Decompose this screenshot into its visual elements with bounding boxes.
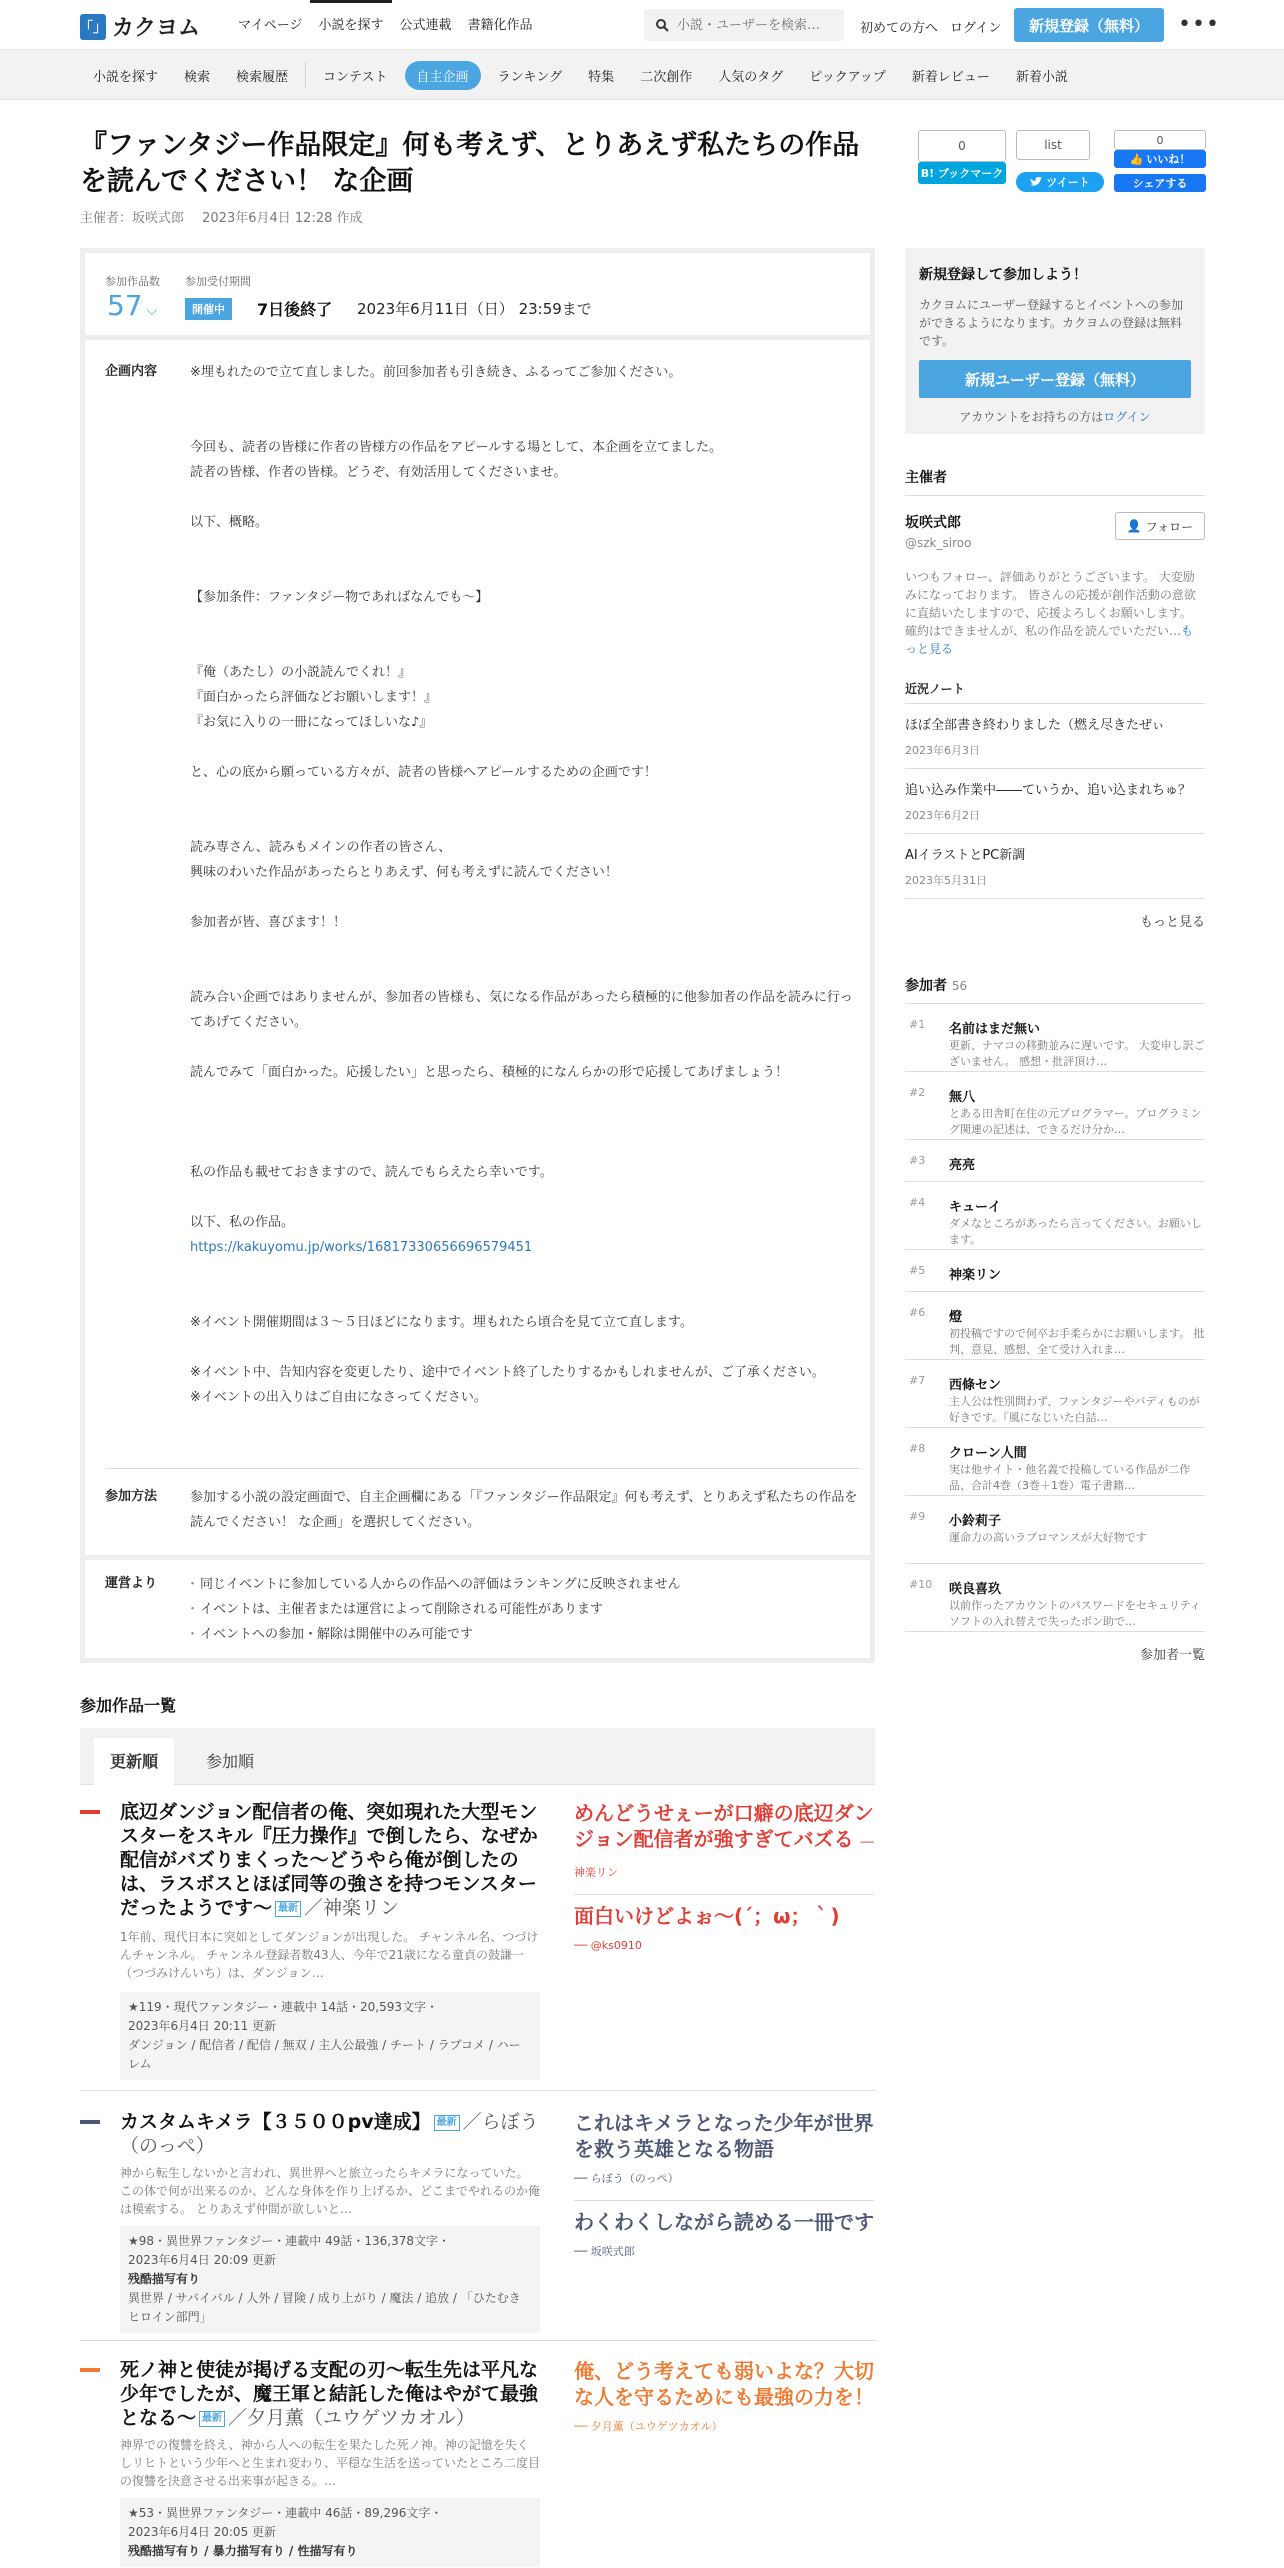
content-line: 参加者が皆、喜びます！！: [190, 915, 347, 930]
member-rank: #4: [909, 1196, 926, 1209]
content-line: 読者の皆様、作者の皆様。どうぞ、有効活用してくださいませ。: [190, 465, 567, 480]
catchphrase: めんどうせぇーが口癖の底辺ダンジョン配信者が強すぎてバズる: [574, 1801, 874, 1851]
first-time-link[interactable]: 初めての方へ: [860, 21, 939, 36]
works-heading: 参加作品一覧: [80, 1696, 177, 1715]
content-line: ※イベントの出入りはご自由になさってください。: [190, 1390, 487, 1405]
share-buttons: [918, 130, 1208, 190]
join-box: [905, 248, 1205, 434]
method-label: 参加方法: [105, 1489, 158, 1504]
note-title: ほぼ全部書き終わりました（燃え尽きたぜぃ: [905, 718, 1165, 733]
like-label: いいね！: [1146, 153, 1191, 166]
join-title: 新規登録して参加しよう！: [919, 267, 1087, 283]
search-box[interactable]: [644, 9, 844, 41]
search-input[interactable]: [677, 18, 837, 33]
catch-author: ── 夕月薫（ユウゲツカオル）: [574, 2420, 723, 2433]
work-desc: 神界での復讐を終え、神から人への転生を果たした死ノ神。神の記憶を失くしリヒトという少年へと生まれ変わり、平穏な生活を送っていたところ二度目の復讐を決意させる出来事が起きる。…: [120, 2438, 541, 2488]
member-name[interactable]: 小鈴莉子: [949, 1514, 1002, 1529]
note-item[interactable]: [905, 834, 1205, 899]
work-item: [80, 1800, 875, 2090]
note-title: 追い込み作業中――ていうか、追い込まれちゅ？: [905, 783, 1192, 798]
work-desc: 1年前、現代日本に突如としてダンジョンが出現した。 チャンネル名、つづけんチャンネル。 チャンネル登録者数43人、今年で21歳になる童貞の鼓謙一（つづみけんいち）は、ダンジョン…: [120, 1930, 539, 1980]
member-item[interactable]: [905, 1004, 1205, 1072]
member-bio: 初投稿ですので何卒お手柔らかにお願いします。 批判、意見、感想、全て受け入れま…: [949, 1327, 1205, 1356]
content-line: 今回も、読者の皆様に作者の皆様方の作品をアピールする場として、本企画を立てました。: [190, 440, 722, 455]
content-line: [190, 1260, 860, 1285]
work-tags: ダンジョン / 配信者 / 配信 / 無双 / 主人公最強 / チート / ラブコメ / ハーレム: [128, 2038, 521, 2071]
member-rank: #8: [909, 1442, 926, 1455]
member-name[interactable]: キューイ: [949, 1200, 1002, 1215]
content-line: 『お気に入りの一冊になってほしいな♪』: [190, 715, 433, 730]
work-color-mark: [80, 2120, 100, 2124]
page-title: 『ファンタジー作品限定』何も考えず、とりあえず私たちの作品を読んでください！ な企画: [80, 130, 860, 198]
remaining-days: 7日後終了: [257, 300, 333, 319]
content-line: 以下、私の作品。: [190, 1215, 295, 1230]
member-rank: #9: [909, 1510, 926, 1523]
subnav-features[interactable]: 特集: [588, 69, 615, 85]
host-name[interactable]: 坂咲式郎: [905, 515, 961, 531]
member-name[interactable]: 西條セン: [949, 1378, 1002, 1393]
follow-label: フォロー: [1145, 519, 1194, 534]
method-text: 参加する小説の設定画面で、自主企画欄にある「『ファンタジー作品限定』何も考えず、とりあえず私たちの作品を読んでください！ な企画」を選択してください。: [190, 1490, 858, 1530]
like-count: 0: [1114, 130, 1206, 150]
login-link[interactable]: ログイン: [950, 21, 1002, 36]
work-title-text: 死ノ神と使徒が掲げる支配の刃〜転生先は平凡な少年でしたが、魔王軍と結託した俺はやがて最強となる〜: [120, 2359, 539, 2429]
ops-note: ・ イベントへの参加・解除は開催中のみ可能です: [190, 1622, 860, 1647]
content-line: 『面白かったら評価などお願いします！』: [190, 690, 438, 705]
content-line: 読み専さん、読みもメインの作者の皆さん、: [190, 840, 452, 855]
members-heading: [905, 975, 1205, 1004]
subnav-ranking[interactable]: ランキング: [497, 69, 563, 85]
member-item[interactable]: [905, 1182, 1205, 1250]
global-header: [0, 0, 1284, 50]
content-line: [190, 785, 860, 810]
note-date: 2023年6月2日: [905, 809, 980, 822]
organizer[interactable]: 主催者：坂咲式郎: [80, 211, 185, 226]
nav-books[interactable]: 書籍化作品: [467, 18, 533, 33]
notes-heading: 近況ノート: [905, 680, 1205, 704]
hatena-bookmark-button[interactable]: B! ブックマーク: [918, 162, 1006, 184]
work-meta: [120, 2226, 540, 2333]
content-line: [190, 485, 860, 510]
work-warnings: 残酷描写有り: [128, 2272, 201, 2286]
site-logo[interactable]: [80, 11, 200, 42]
logo-mark: 「」: [80, 14, 106, 40]
signup-button[interactable]: 新規ユーザー登録（無料）: [919, 360, 1191, 398]
note-item[interactable]: [905, 704, 1205, 769]
member-rank: #1: [909, 1018, 926, 1031]
member-name[interactable]: 神楽リン: [949, 1268, 1002, 1283]
subnav-find[interactable]: 小説を探す: [93, 69, 159, 85]
entry-count-value: 57: [107, 289, 143, 322]
work-divider: [80, 2340, 875, 2341]
subnav-tags[interactable]: 人気のタグ: [718, 69, 784, 85]
work-desc: 神から転生しないかと言われ、異世界へと旅立ったらキメラになっていた。 この体で何が出来るのか、どんな身体を作り上げるか、どこまでやれるのか俺は模索する。 とりあえず仲間が欲しいと…: [120, 2166, 541, 2216]
member-name[interactable]: 亮亮: [949, 1158, 976, 1173]
twitter-icon: [1030, 177, 1042, 187]
nav-official[interactable]: 公式連載: [399, 18, 452, 33]
subnav-history[interactable]: 検索履歴: [236, 69, 289, 85]
catchphrase: 俺、どう考えても弱いよな？大切な人を守るためにも最強の力を！: [574, 2359, 874, 2409]
content-line: 以下、概略。: [190, 515, 269, 530]
work-meta: [120, 1992, 540, 2080]
catchphrase: これはキメラとなった少年が世界を救う英雄となる物語: [574, 2111, 874, 2161]
entry-count-label: 参加作品数: [105, 275, 160, 288]
work-author[interactable]: ／夕月薫（ユウゲツカオル）: [228, 2407, 475, 2429]
member-bio: とある田舎町在住の元プログラマー。プログラミング関連の記述は、できるだけ分か…: [949, 1107, 1202, 1136]
event-details: [80, 340, 875, 1660]
content-line: [190, 410, 860, 435]
work-color-mark: [80, 1810, 100, 1814]
member-list: [905, 1004, 1205, 1632]
content-line: 『俺（あたし）の小説読んでくれ！』: [190, 665, 412, 680]
member-name[interactable]: 燈: [949, 1310, 963, 1325]
event-meta: [80, 207, 363, 226]
content-line: 読んでみて「面白かった。応援したい」と思ったら、積極的になんらかの形で応援してあげましょう！: [190, 1065, 789, 1080]
subnav-new-novels[interactable]: 新着小説: [1015, 69, 1068, 85]
work-author[interactable]: ／神楽リン: [304, 1897, 400, 1919]
content-line: [190, 385, 860, 410]
work-tags: 異世界 / サバイバル / 人外 / 冒険 / 成り上がり / 魔法 / 追放 / 「ひたむきヒロイン部門」: [128, 2291, 521, 2324]
login-link-sidebar[interactable]: ログイン: [1103, 410, 1151, 424]
member-name[interactable]: 無八: [949, 1090, 976, 1105]
member-name[interactable]: 咲良喜玖: [949, 1582, 1002, 1597]
new-badge: 最新: [434, 2115, 460, 2131]
members-section: [905, 975, 1205, 1663]
member-bio: 運命力の高いラブロマンスが大好物です: [949, 1531, 1147, 1544]
content-line: [190, 635, 860, 660]
review-author: ── 坂咲式郎: [574, 2245, 635, 2258]
work-warnings: 残酷描写有り / 暴力描写有り / 性描写有り: [128, 2544, 358, 2558]
sub-nav: [0, 50, 1284, 100]
host-heading: 主催者: [905, 467, 1205, 496]
work-catch: [574, 2358, 874, 2440]
host-id: @szk_siroo: [905, 536, 972, 550]
subnav-search[interactable]: 検索: [184, 69, 211, 85]
content-link[interactable]: https://kakuyomu.jp/works/16817330656696579451: [190, 1240, 533, 1255]
work-title[interactable]: [120, 1800, 540, 1920]
member-rank: #5: [909, 1264, 926, 1277]
member-rank: #6: [909, 1306, 926, 1319]
review-title[interactable]: わくわくしながら読める一冊です: [574, 2210, 874, 2234]
entry-count[interactable]: [107, 289, 157, 322]
work-catch: [574, 2110, 874, 2265]
login-prompt: [919, 408, 1191, 425]
catch-author: ── らぼう（のっぺ）: [574, 2172, 679, 2185]
chevron-down-icon: ⌵: [146, 303, 158, 319]
member-bio: 更新、ナマコの移動並みに遅いです。 大変申し訳ございません。 感想・批評頂け…: [949, 1039, 1205, 1068]
content-line: 興味のわいた作品があったらとりあえず、何も考えずに読んでください！: [190, 865, 618, 880]
member-item[interactable]: [905, 1292, 1205, 1360]
ops-note: ・ イベントは、主催者または運営によって削除される可能性があります: [190, 1597, 860, 1622]
login-prompt-text: アカウントをお持ちの方は: [959, 410, 1104, 424]
subnav-divider: [305, 62, 306, 88]
add-user-icon: 👤: [1126, 519, 1142, 533]
section-divider: [105, 1468, 860, 1469]
deadline: 2023年6月11日（日） 23:59まで: [357, 300, 592, 318]
host-bio: [905, 568, 1205, 658]
work-item: [80, 2110, 875, 2340]
subnav-new-reviews[interactable]: 新着レビュー: [911, 69, 990, 85]
content-line: [190, 1185, 860, 1210]
member-bio: 実は他サイト・他名義で投稿している作品が二作品、合計4巻（3巻＋1巻）電子書籍…: [949, 1463, 1191, 1492]
content-line: [190, 560, 860, 585]
note-item[interactable]: [905, 769, 1205, 834]
member-item[interactable]: [905, 1072, 1205, 1140]
work-title-text: 底辺ダンジョン配信者の俺、突如現れた大型モンスターをスキル『圧力操作』で倒したら、なぜか配信がバズりまくった～どうやら俺が倒したのは、ラスボスとほぼ同等の強さを持つモンスターだったようです～: [120, 1801, 538, 1919]
period-label: 参加受付期間: [185, 275, 251, 288]
member-item[interactable]: [905, 1250, 1205, 1292]
bookmark-count: 0: [918, 130, 1006, 162]
tab-joined[interactable]: 参加順: [206, 1752, 255, 1771]
tab-updated[interactable]: 更新順: [94, 1738, 174, 1785]
event-summary: [80, 248, 875, 340]
list-button[interactable]: list: [1016, 130, 1090, 160]
work-updated: 2023年6月4日 20:11 更新: [128, 2019, 277, 2033]
member-item[interactable]: [905, 1564, 1205, 1632]
fb-like-button[interactable]: [1114, 150, 1206, 168]
content-line: [190, 1135, 860, 1160]
content-line: ※イベント中、告知内容を変更したり、途中でイベント終了したりするかもしれませんが、ご了承ください。: [190, 1365, 825, 1380]
review-title[interactable]: 面白いけどよぉ〜(´；ω；｀): [574, 1904, 840, 1928]
work-stats: ★119・現代ファンタジー・連載中 14話・20,593文字・: [128, 2000, 439, 2014]
content-line: と、心の底から願っている方々が、読者の皆様へアピールするための企画です！: [190, 765, 657, 780]
work-item: [80, 2358, 875, 2568]
work-title[interactable]: [120, 2358, 540, 2430]
work-updated: 2023年6月4日 20:09 更新: [128, 2253, 277, 2267]
note-date: 2023年6月3日: [905, 744, 980, 757]
member-name[interactable]: クローン人間: [949, 1446, 1027, 1461]
logo-text: カクヨム: [112, 16, 201, 41]
like-thumb-icon: 👍: [1129, 152, 1144, 166]
tweet-button[interactable]: [1016, 172, 1104, 192]
content-label: 企画内容: [105, 364, 158, 379]
member-rank: #2: [909, 1086, 926, 1099]
new-badge: 最新: [275, 1901, 301, 1917]
host-section: [905, 467, 1205, 930]
work-color-mark: [80, 2368, 100, 2372]
work-updated: 2023年6月4日 20:05 更新: [128, 2525, 277, 2539]
work-author[interactable]: ／らぼう（のっぺ）: [120, 2111, 539, 2157]
subnav-pickup[interactable]: ピックアップ: [809, 69, 886, 85]
more-menu-icon[interactable]: •••: [1178, 12, 1220, 37]
content-line: [190, 610, 860, 635]
member-name[interactable]: 名前はまだ無い: [949, 1022, 1041, 1037]
member-bio: 主人公は性別問わず、ファンタジーやバディものが好きです。『風になじいた白詰…: [949, 1395, 1200, 1424]
content-line: [190, 935, 860, 960]
review-author: ── @ks0910: [574, 1939, 642, 1952]
member-item[interactable]: [905, 1140, 1205, 1182]
search-icon: [656, 19, 669, 32]
content-line: [190, 960, 860, 985]
member-rank: #7: [909, 1374, 926, 1387]
content-line: 【参加条件：ファンタジー物であればなんでも～】: [190, 590, 489, 605]
note-title: AIイラストとPC新調: [905, 848, 1026, 863]
global-nav: [230, 0, 541, 50]
created-date: 2023年6月4日 12:28 作成: [202, 211, 363, 226]
register-button[interactable]: 新規登録（無料）: [1014, 8, 1164, 42]
join-text: カクヨムにユーザー登録するとイベントへの参加ができるようになります。カクヨムの登録は無料です。: [919, 298, 1184, 348]
member-bio: ダメなところがあったら言ってください。お願いします。: [949, 1217, 1202, 1246]
ops-list: [190, 1572, 860, 1647]
member-rank: #3: [909, 1154, 926, 1167]
member-item[interactable]: [905, 1428, 1205, 1496]
content-line: [190, 885, 860, 910]
members-count: 56: [951, 979, 968, 993]
content-line: [190, 1085, 860, 1110]
ops-note: ・ 同じイベントに参加している人からの作品への評価はランキングに反映されません: [190, 1572, 860, 1597]
ops-label: 運営より: [105, 1576, 158, 1591]
ops-notes: [80, 1555, 875, 1663]
content-line: [190, 735, 860, 760]
content-line: [190, 810, 860, 835]
fb-share-button[interactable]: シェアする: [1114, 174, 1206, 192]
nav-find-novels[interactable]: 小説を探す: [310, 0, 391, 50]
subnav-contest[interactable]: コンテスト: [323, 69, 388, 85]
catch-author: ── 神楽リン: [574, 1836, 874, 1879]
content-line: 私の作品も載せておきますので、読んでもらえたら幸いです。: [190, 1165, 553, 1180]
work-catch: [574, 1800, 874, 1959]
content-body: [190, 360, 860, 1410]
note-date: 2023年5月31日: [905, 874, 987, 887]
work-meta: [120, 2498, 540, 2567]
content-line: ※埋もれたので立て直しました。前回参加者も引き続き、ふるってご参加ください。: [190, 365, 682, 380]
content-line: [190, 1285, 860, 1310]
subnav-fanfic[interactable]: 二次創作: [640, 69, 693, 85]
content-line: 読み合い企画ではありませんが、参加者の皆様も、気になる作品があったら積極的に他参加者の作品を読みに行ってあげてください。: [190, 990, 853, 1030]
notes-more-link[interactable]: もっと見る: [1139, 915, 1205, 930]
content-line: ※イベント開催期間は３～５日ほどになります。埋もれたら頃合を見て立て直します。: [190, 1315, 693, 1330]
status-badge: 開催中: [185, 298, 232, 320]
content-line: [190, 1335, 860, 1360]
content-line: [190, 535, 860, 560]
member-rank: #10: [909, 1578, 933, 1591]
members-heading-text: 参加者: [905, 978, 947, 994]
work-stats: ★53・異世界ファンタジー・連載中 46話・89,296文字・: [128, 2506, 443, 2520]
member-item[interactable]: [905, 1496, 1205, 1564]
member-bio: 以前作ったアカウントのパスワードをセキュリティソフトの入れ替えで失ったボン助で…: [949, 1599, 1201, 1628]
new-badge: 最新: [199, 2411, 225, 2427]
work-title-text: カスタムキメラ【３５００pv達成】: [120, 2111, 431, 2133]
subnav-events[interactable]: 自主企画: [405, 61, 481, 90]
work-title[interactable]: [120, 2110, 540, 2158]
member-item[interactable]: [905, 1360, 1205, 1428]
all-members-link[interactable]: 参加者一覧: [1139, 1648, 1205, 1663]
content-line: [190, 1110, 860, 1135]
tweet-label: ツイート: [1046, 176, 1090, 189]
content-line: [190, 1035, 860, 1060]
works-tabs: [80, 1728, 875, 1785]
nav-mypage[interactable]: マイページ: [238, 18, 303, 33]
follow-button[interactable]: [1115, 512, 1205, 540]
bio-more-link[interactable]: もっと見る: [905, 624, 1194, 656]
work-divider: [80, 2090, 875, 2091]
host-bio-text: いつもフォロー、評価ありがとうございます。 大変励みになっております。 皆さんの応援が創作活動の意欲に直結いたしますので、応援よろしくお願いします。 確約はできませんが、私の作品を読んでいただい…: [905, 570, 1196, 638]
work-stats: ★98・異世界ファンタジー・連載中 49話・136,378文字・: [128, 2234, 451, 2248]
